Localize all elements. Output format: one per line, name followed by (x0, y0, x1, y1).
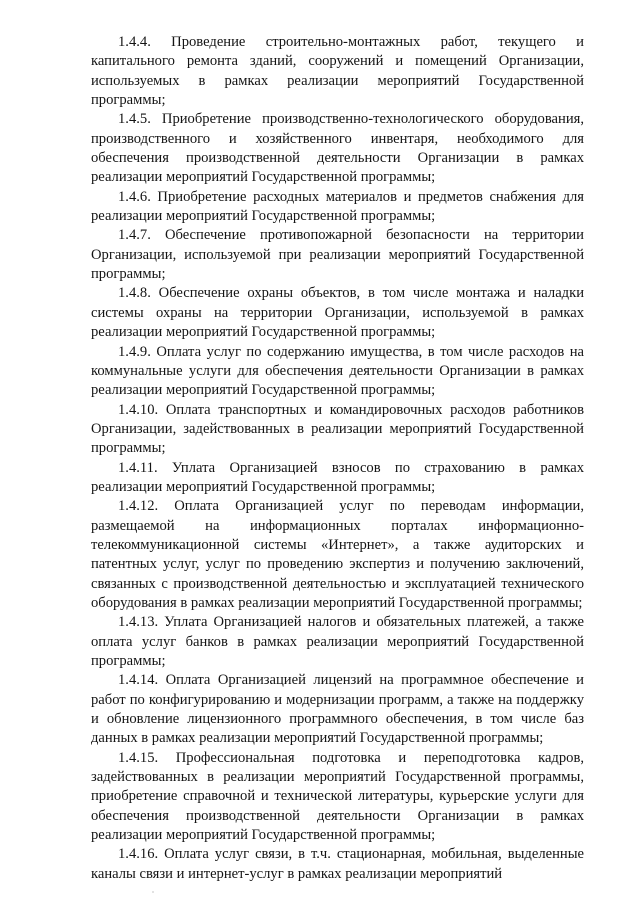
paragraph-1-4-12: 1.4.12. Оплата Организацией услуг по переводам информации, размещаемой на информационных порталах информационно-телекоммуникационной системы «Интернет», а также аудиторских и патентных услуг, услуг по проведению экспертиз и получению заключений, связанных с производственной деятельностью и эксплуатацией технического оборудования в рамках реализации мероприятий Государственной программы; (91, 498, 584, 611)
paragraph-1-4-16: 1.4.16. Оплата услуг связи, в т.ч. стационарная, мобильная, выделенные каналы связи и интернет-услуг в рамках реализации мероприятий (91, 846, 584, 882)
paragraph-1-4-10: 1.4.10. Оплата транспортных и командировочных расходов работников Организации, задействованных в реализации мероприятий Государственной программы; (91, 401, 584, 457)
paragraph-1-4-9: 1.4.9. Оплата услуг по содержанию имущества, в том числе расходов на коммунальные услуги для обеспечения деятельности Организации в рамках реализации мероприятий Государственной программы; (91, 343, 584, 399)
scan-speck (152, 891, 154, 893)
paragraph-1-4-15: 1.4.15. Профессиональная подготовка и переподготовка кадров, задействованных в реализации мероприятий Государственной программы, приобретение справочной и технической литературы, курьерские услуги для обеспечения производственной деятельности Организации в рамках реализации мероприятий Государственной программы; (91, 749, 584, 844)
paragraph-1-4-13: 1.4.13. Уплата Организацией налогов и обязательных платежей, а также оплата услуг банков в рамках реализации мероприятий Государственной программы; (91, 614, 584, 669)
document-body (91, 33, 584, 884)
paragraph-1-4-4: 1.4.4. Проведение строительно-монтажных работ, текущего и капитального ремонта зданий, сооружений и помещений Организации, используемых в рамках реализации мероприятий Государственной программы; (91, 34, 584, 109)
paragraph-1-4-6: 1.4.6. Приобретение расходных материалов и предметов снабжения для реализации мероприятий Государственной программы; (91, 188, 584, 225)
paragraph-1-4-8: 1.4.8. Обеспечение охраны объектов, в том числе монтажа и наладки системы охраны на территории Организации, используемой в рамках реализации мероприятий Государственной программы; (91, 285, 584, 341)
paragraph-1-4-7: 1.4.7. Обеспечение противопожарной безопасности на территории Организации, используемой при реализации мероприятий Государственной программы; (91, 227, 584, 283)
paragraph-1-4-14: 1.4.14. Оплата Организацией лицензий на программное обеспечение и работ по конфигурированию и модернизации программ, а также на поддержку и обновление лицензионного программного обеспечения, в том числе баз данных в рамках реализации мероприятий Государственной программы; (91, 672, 584, 747)
paragraph-1-4-11: 1.4.11. Уплата Организацией взносов по страхованию в рамках реализации мероприятий Государственной программы; (91, 459, 584, 495)
paragraph-1-4-5: 1.4.5. Приобретение производственно-технологического оборудования, производственного и хозяйственного инвентаря, необходимого для обеспечения производственной деятельности Организации в рамках реализации мероприятий Государственной программы; (91, 111, 584, 186)
